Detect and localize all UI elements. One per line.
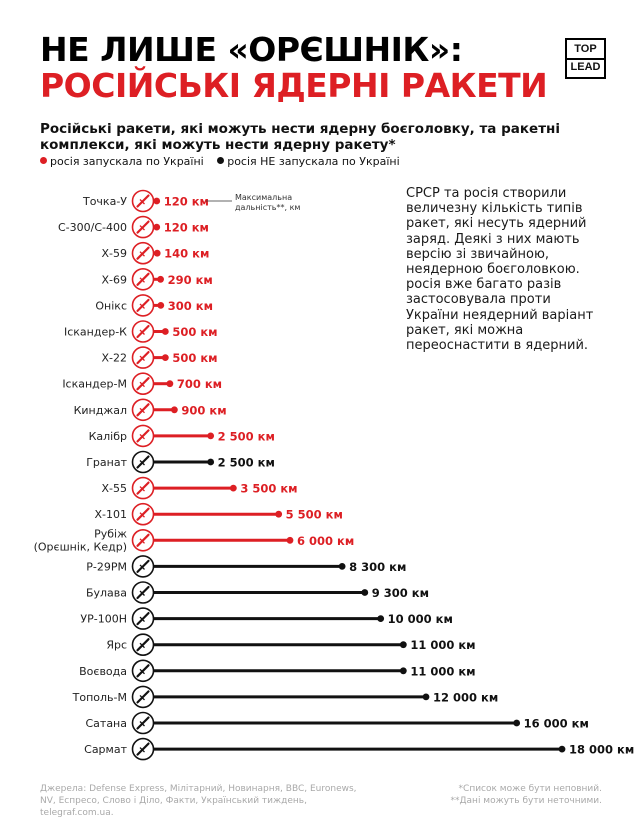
missile-name-row-6: Х-22 — [101, 351, 127, 365]
missile-name-row-11: Х-55 — [101, 482, 127, 496]
missile-name-row-0: Точка-У — [82, 195, 127, 208]
missile-name-row-14: Р-29РМ — [86, 560, 127, 574]
missile-name-row-3: Х-69 — [101, 273, 127, 287]
sources — [40, 783, 370, 819]
bar-end-dot-row-21 — [559, 746, 566, 753]
missile-name-row-1: С-300/С-400 — [58, 221, 127, 235]
bar-end-dot-row-8 — [171, 406, 178, 413]
missile-name-row-13: Рубіж — [94, 527, 127, 541]
value-label-row-9: 2 500 км — [217, 429, 275, 444]
bar-end-dot-row-7 — [166, 380, 173, 387]
bar-end-dot-row-16 — [377, 615, 384, 622]
title-line-1: НЕ ЛИШЕ «ОРЄШНІК»: — [40, 30, 463, 69]
value-label-row-7: 700 км — [176, 377, 223, 392]
logo-top-text: TOP — [574, 43, 597, 55]
missile-name-row-21: Сармат — [84, 743, 127, 757]
subtitle: Російські ракети, які можуть нести ядерну боєголовку, та ракетні комплекси, які можуть нести ядерну ракету* — [40, 121, 560, 153]
value-label-row-6: 500 км — [172, 351, 218, 366]
value-label-row-16: 10 000 км — [387, 612, 453, 627]
value-label-row-2: 140 км — [164, 246, 210, 261]
value-label-row-14: 8 300 км — [349, 559, 407, 574]
missile-name-row-10: Гранат — [86, 456, 127, 469]
value-label-row-1: 120 км — [163, 220, 209, 235]
missile-name-row-20: Сатана — [85, 717, 127, 730]
annotation-line-1: Максимальна — [235, 193, 293, 202]
bar-end-dot-row-18 — [400, 667, 407, 674]
missile-name-row-12: Х-101 — [94, 508, 127, 522]
value-label-row-8: 900 км — [181, 403, 227, 418]
value-label-row-11: 3 500 км — [240, 481, 298, 496]
title-line-2: РОСІЙСЬКІ ЯДЕРНІ РАКЕТИ — [40, 66, 548, 105]
bar-end-dot-row-11 — [230, 485, 237, 492]
value-label-row-3: 290 км — [167, 272, 213, 287]
bar-end-dot-row-17 — [400, 641, 407, 648]
logo-bottom-text: LEAD — [567, 58, 604, 75]
footnotes — [402, 783, 602, 807]
sources-text: Джерела: Defense Express, Мілітарний, Новинарня, BBC, Euronews, NV, Еспресо, Слово і Діло, Факти, Український тиждень, telegraf.com.ua. — [40, 784, 357, 818]
footnote-1: *Список може бути неповний. — [458, 784, 602, 794]
missile-name-row-5: Іскандер-К — [63, 325, 127, 339]
bar-end-dot-row-20 — [513, 720, 520, 727]
value-label-row-18: 11 000 км — [410, 664, 476, 679]
bar-end-dot-row-15 — [361, 589, 368, 596]
bar-end-dot-row-10 — [207, 459, 214, 466]
value-label-row-21: 18 000 км — [569, 742, 635, 757]
value-label-row-0: 120 км — [163, 194, 209, 209]
bar-end-dot-row-9 — [207, 433, 214, 440]
value-label-row-15: 9 300 км — [371, 586, 430, 600]
missile-name-row-18: Воєвода — [79, 664, 127, 678]
missile-name2-row-13: (Орєшнік, Кедр) — [33, 540, 127, 554]
missile-name-row-2: Х-59 — [101, 247, 127, 261]
value-label-row-17: 11 000 км — [410, 638, 476, 653]
missile-name-row-17: Ярс — [106, 638, 127, 652]
value-label-row-12: 5 500 км — [285, 507, 343, 522]
annotation-line-2: дальність**, км — [235, 203, 301, 212]
footnote-2: **Дані можуть бути неточними. — [450, 796, 602, 806]
missile-name-row-8: Кинджал — [73, 403, 127, 417]
value-label-row-13: 6 000 км — [297, 533, 355, 548]
bar-end-dot-row-14 — [339, 563, 346, 570]
explanation-note: СРСР та росія створили величезну кількість типів ракет, які несуть ядерний заряд. Деякі з них мають версію зі звичайною, неядерною боєголовкою. росія вже багато разів застосовувала проти України неядерний варіант ракет, які можна переоснастити в ядерний. — [406, 186, 594, 354]
value-label-row-5: 500 км — [172, 325, 218, 339]
missile-name-row-15: Булава — [85, 586, 127, 600]
bar-end-dot-row-5 — [162, 328, 169, 335]
bar-end-dot-row-2 — [154, 250, 161, 257]
legend-not-launched-label: росія НЕ запускала по Україні — [227, 155, 400, 168]
value-label-row-4: 300 км — [167, 298, 214, 313]
value-label-row-10: 2 500 км — [217, 455, 275, 470]
value-label-row-20: 16 000 км — [523, 716, 589, 731]
bar-end-dot-row-1 — [153, 224, 160, 231]
bar-end-dot-row-3 — [157, 276, 164, 283]
bar-end-dot-row-19 — [423, 694, 430, 701]
missile-name-row-7: Іскандер-М — [62, 377, 127, 391]
missile-name-row-4: Онікс — [95, 299, 127, 313]
missile-name-row-9: Калібр — [88, 429, 127, 443]
missile-name-row-19: Тополь-М — [72, 690, 127, 704]
bar-end-dot-row-13 — [287, 537, 294, 544]
legend-launched-label: росія запускала по Україні — [50, 155, 204, 168]
value-label-row-19: 12 000 км — [433, 690, 499, 705]
missile-name-row-16: УР-100Н — [80, 612, 127, 626]
bar-end-dot-row-0 — [153, 198, 160, 205]
bar-end-dot-row-6 — [162, 354, 169, 361]
bar-end-dot-row-4 — [157, 302, 164, 309]
bar-end-dot-row-12 — [275, 511, 282, 518]
